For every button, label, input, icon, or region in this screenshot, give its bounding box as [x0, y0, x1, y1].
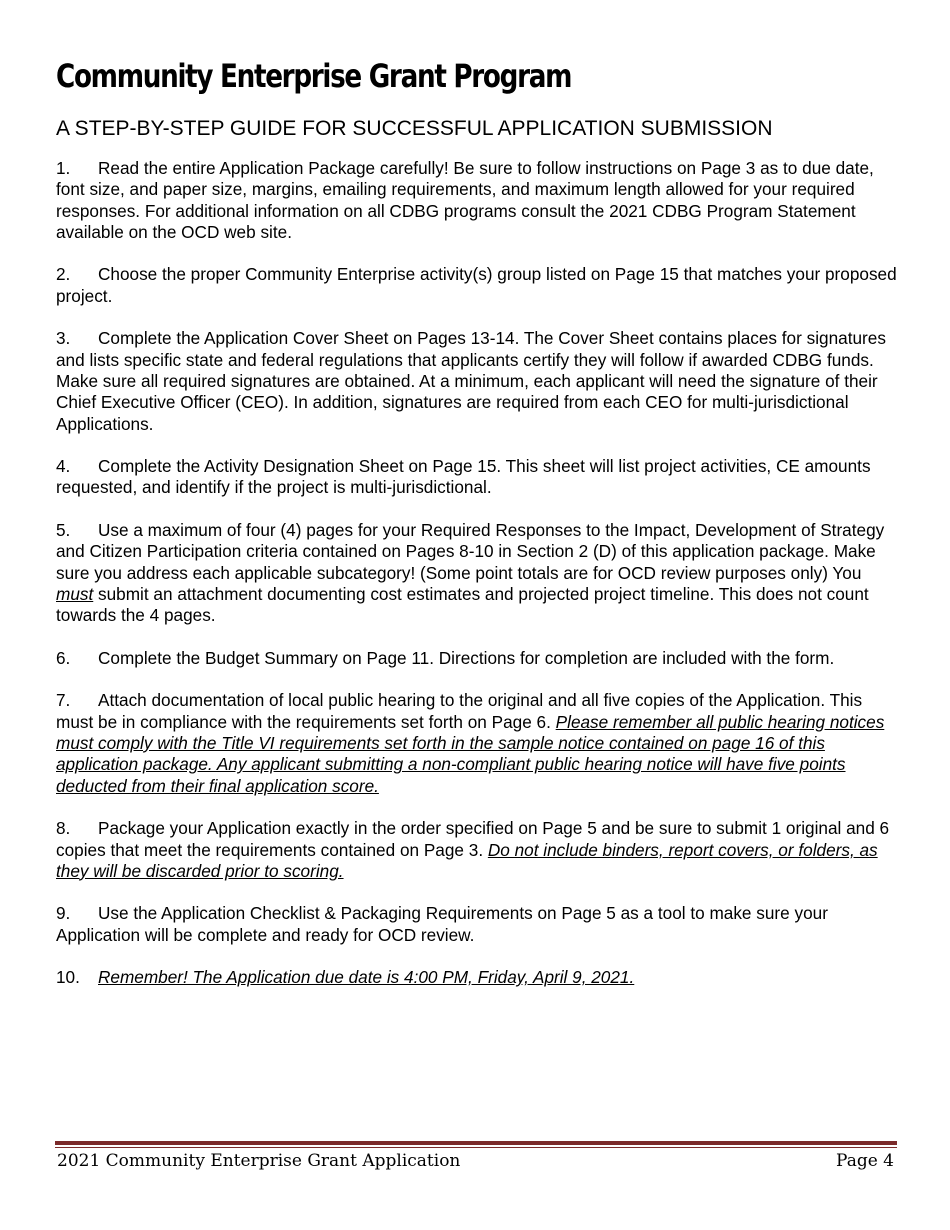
step-text: Attach documentation of local public hearing to the original and all five copies of the Application. This must be in compliance with the requirements set forth on Page 6.: [56, 690, 863, 732]
step-8: [56, 818, 898, 882]
step-emphasis: Do not include binders, report covers, or folders, as they will be discarded prior to scoring.: [56, 839, 878, 881]
step-4: [56, 456, 898, 499]
step-emphasis: Remember! The Application due date is 4:00 PM, Friday, April 9, 2021.: [98, 967, 635, 988]
step-number: 8.: [56, 818, 71, 839]
step-number: 2.: [56, 264, 71, 285]
step-text: Complete the Application Cover Sheet on Pages 13-14. The Cover Sheet contains places for signatures and lists specific state and federal regulations that applicants certify they will follow if awarded CDBG funds. Make sure all required signatures are obtained. At a minimum, each applicant will need the signature of their Chief Executive Officer (CEO). In addition, signatures are required from each CEO for multi-jurisdictional Applications.: [56, 328, 886, 434]
step-5: [56, 520, 898, 626]
step-7: [56, 690, 898, 796]
step-emphasis: Please remember all public hearing notices must comply with the Title VI requirements set forth in the sample notice contained on page 16 of this application package. Any applicant submitting a non-compliant public hearing notice will have five points deducted from their final application score.: [56, 711, 885, 796]
step-text: Package your Application exactly in the order specified on Page 5 and be sure to submit 1 original and 6 copies that meet the requirements contained on Page 3.: [56, 818, 890, 860]
steps-list: [56, 158, 898, 1010]
step-text: Choose the proper Community Enterprise activity(s) group listed on Page 15 that matches your proposed project.: [56, 264, 897, 306]
step-number: 5.: [56, 520, 71, 541]
footer-page-number: Page 4: [836, 1151, 894, 1171]
step-emphasis: must: [56, 583, 94, 604]
step-number: 10.: [56, 967, 80, 988]
step-number: 4.: [56, 456, 71, 477]
step-text: Read the entire Application Package carefully! Be sure to follow instructions on Page 3 as to due date, font size, and paper size, margins, emailing requirements, and maximum length allowed for your required responses. For additional information on all CDBG programs consult the 2021 CDBG Program Statement available on the OCD web site.: [56, 158, 874, 242]
step-text-continued: submit an attachment documenting cost estimates and projected project timeline. This does not count towards the 4 pages.: [56, 583, 869, 626]
step-number: 6.: [56, 647, 71, 668]
step-number: 1.: [56, 158, 71, 178]
step-text: Use a maximum of four (4) pages for your Required Responses to the Impact, Development of Strategy and Citizen Participation criteria contained on Pages 8-10 in Section 2 (D) of this application package. Make sure you address each applicable subcategory! (Some point totals are for OCD review purposes only) You: [56, 520, 885, 583]
step-6: [56, 648, 898, 669]
step-text: Complete the Budget Summary on Page 11. Directions for completion are included with the form.: [98, 647, 835, 668]
step-1: [56, 158, 898, 243]
step-3: [56, 328, 898, 434]
page-subtitle: A STEP-BY-STEP GUIDE FOR SUCCESSFUL APPLICATION SUBMISSION: [56, 117, 773, 140]
footer-rule-thin: [55, 1147, 897, 1148]
step-text: Complete the Activity Designation Sheet on Page 15. This sheet will list project activities, CE amounts requested, and identify if the project is multi-jurisdictional.: [56, 456, 871, 498]
step-10: [56, 967, 898, 988]
footer-document-title: 2021 Community Enterprise Grant Application: [57, 1151, 461, 1171]
step-9: [56, 903, 898, 946]
step-2: [56, 264, 898, 307]
footer-rule-thick: [55, 1141, 897, 1145]
step-text: Use the Application Checklist & Packaging Requirements on Page 5 as a tool to make sure your Application will be complete and ready for OCD review.: [56, 903, 828, 945]
step-number: 9.: [56, 903, 71, 924]
step-number: 3.: [56, 328, 71, 349]
page-title: Community Enterprise Grant Program: [56, 57, 572, 95]
step-number: 7.: [56, 690, 71, 711]
